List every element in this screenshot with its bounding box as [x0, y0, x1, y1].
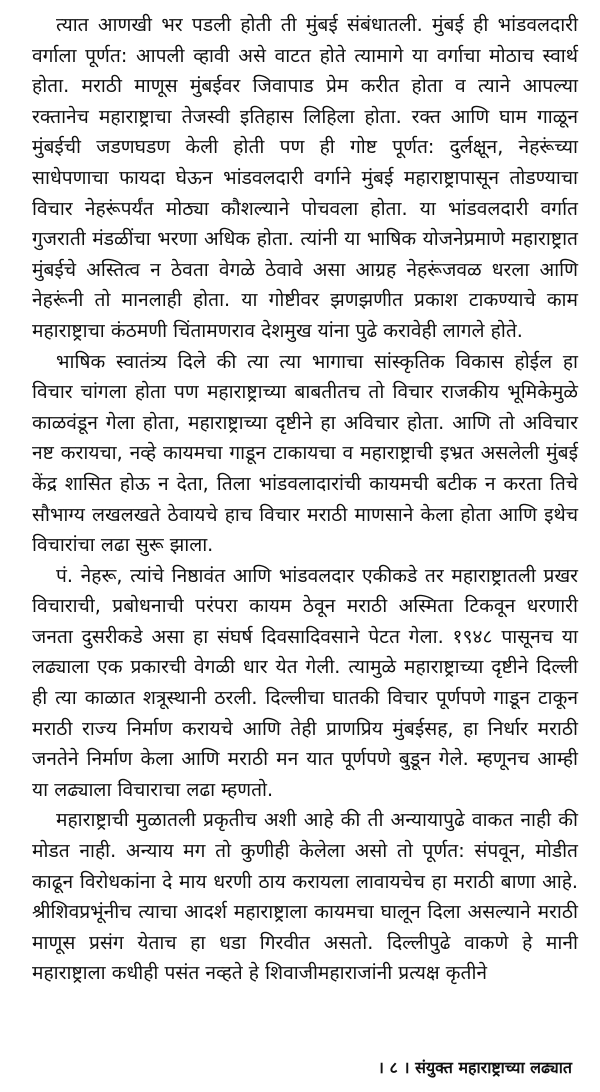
paragraph-4: महाराष्ट्राची मुळातली प्रकृतीच अशी आहे की ती अन्यायापुढे वाकत नाही की मोडत नाही. अन्याय मग तो कुणीही केलेला असो तो पूर्णत: संपवून, मोडीत काढून विरोधकांना दे माय धरणी ठाय करायला लावायचेच हा मराठी बाणा आहे. श्रीशिवप्रभूंनीच त्याचा आदर्श महाराष्ट्राला कायमचा घालून दिला असल्याने मराठी माणूस प्रसंग येताच हा धडा गिरवीत असतो. दिल्लीपुढे वाकणे हे मानी महाराष्ट्राला कधीही पसंत नव्हते हे शिवाजीमहाराजांनी प्रत्यक्ष कृतीने — [32, 808, 578, 985]
paragraph-2: भाषिक स्वातंत्र्य दिले की त्या त्या भागाचा सांस्कृतिक विकास होईल हा विचार चांगला होता पण महाराष्ट्राच्या बाबतीतच तो विचार राजकीय भूमिकेमुळे काळवंडून गेला होता, महाराष्ट्राच्या दृष्टीने हा अविचार होता. आणि तो अविचार नष्ट करायचा, नव्हे कायमचा गाडून टाकायचा व महाराष्ट्राची इभ्रत असलेली मुंबई केंद्र शासित होऊ न देता, तिला भांडवलादारांची कायमची बटीक न करता तिचे सौभाग्य लखलखते ठेवायचे हाच विचार मराठी माणसाने केला होता आणि इथेच विचारांचा लढा सुरू झाला. — [32, 349, 578, 557]
paragraph-1: त्यात आणखी भर पडली होती ती मुंबई संबंधातली. मुंबई ही भांडवलदारी वर्गाला पूर्णत: आपली व्हावी असे वाटत होते त्यामागे या वर्गाचा मोठाच स्वार्थ होता. मराठी माणूस मुंबईवर जिवापाड प्रेम करीत होता व त्याने आपल्या रक्तानेच महाराष्ट्राचा तेजस्वी इतिहास लिहिला होता. रक्त आणि घाम गाळून मुंबईची जडणघडण केली होती पण ही गोष्ट पूर्णत: दुर्लक्षून, नेहरूंच्या साधेपणाचा फायदा घेऊन भांडवलदारी वर्गाने मुंबई महाराष्ट्रापासून तोडण्याचा विचार नेहरूंपर्यंत मोठ्या कौशल्याने पोचवला होता. या भांडवलदारी वर्गात गुजराती मंडळींचा भरणा अधिक होता. त्यांनी या भाषिक योजनेप्रमाणे महाराष्ट्रात मुंबईचे अस्तित्व न ठेवता वेगळे ठेवावे असा आग्रह नेहरूंजवळ धरला आणि नेहरूंनी तो मानलाही होता. या गोष्टीवर झणझणीत प्रकाश टाकण्याचे काम महाराष्ट्राचा कंठमणी चिंतामणराव देशमुख यांना पुढे करावेही लागले होते. — [32, 13, 578, 342]
paragraph-3: पं. नेहरू, त्यांचे निष्ठावंत आणि भांडवलदार एकीकडे तर महाराष्ट्रातली प्रखर विचाराची, प्रबोधनाची परंपरा कायम ठेवून मराठी अस्मिता टिकवून धरणारी जनता दुसरीकडे असा हा संघर्ष दिवसादिवसाने पेटत गेला. १९४८ पासूनच या लढ्याला एक प्रकारची वेगळी धार येत गेली. त्यामुळे महाराष्ट्राच्या दृष्टीने दिल्ली ही त्या काळात शत्रूस्थानी ठरली. दिल्लीचा घातकी विचार पूर्णपणे गाडून टाकून मराठी राज्य निर्माण करायचे आणि तेही प्राणप्रिय मुंबईसह, हा निर्धार मराठी जनतेने निर्माण केला आणि मराठी मन यात पूर्णपणे बुडून गेले. म्हणूनच आम्ही या लढ्याला विचाराचा लढा म्हणतो. — [32, 563, 578, 801]
page-footer: । ८ । संयुक्त महाराष्ट्राच्या लढ्यात — [377, 1058, 572, 1077]
